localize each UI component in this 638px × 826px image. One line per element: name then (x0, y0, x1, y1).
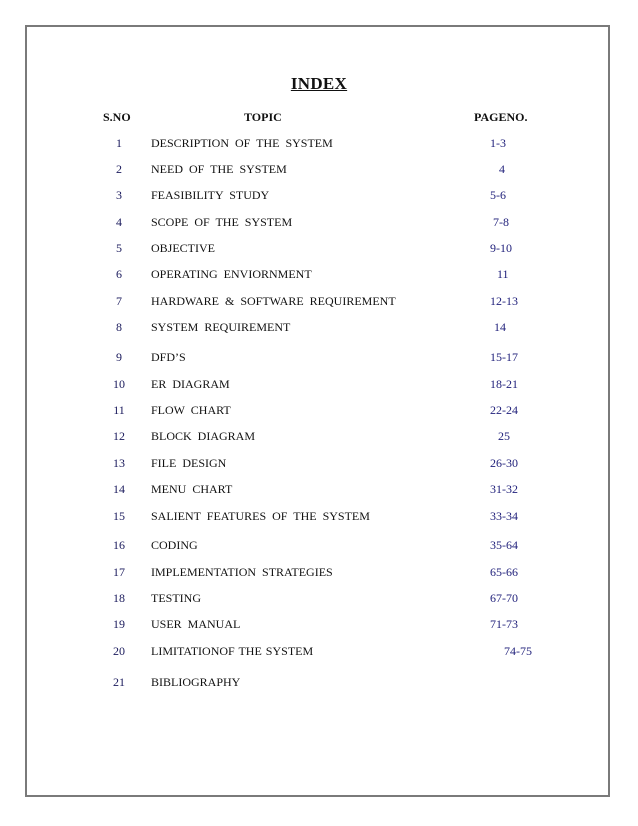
index-row (0, 482, 638, 498)
row-page: 9-10 (490, 241, 512, 255)
row-topic: SALIENT FEATURES OF THE SYSTEM (151, 509, 370, 523)
row-page: 33-34 (490, 509, 518, 523)
row-topic: USER MANUAL (151, 617, 241, 631)
row-sno: 4 (116, 215, 122, 229)
index-row (0, 591, 638, 607)
row-sno: 10 (113, 377, 125, 391)
row-sno: 19 (113, 617, 125, 631)
row-topic: OPERATING ENVIORNMENT (151, 267, 312, 281)
row-page: 5-6 (490, 188, 506, 202)
row-sno: 6 (116, 267, 122, 281)
row-topic: OBJECTIVE (151, 241, 215, 255)
row-sno: 14 (113, 482, 125, 496)
row-page: 7-8 (493, 215, 509, 229)
row-page: 26-30 (490, 456, 518, 470)
row-topic: IMPLEMENTATION STRATEGIES (151, 565, 333, 579)
index-row (0, 617, 638, 633)
row-page: 65-66 (490, 565, 518, 579)
index-row (0, 377, 638, 393)
row-page: 31-32 (490, 482, 518, 496)
row-page: 35-64 (490, 538, 518, 552)
row-page: 12-13 (490, 294, 518, 308)
row-sno: 16 (113, 538, 125, 552)
index-row (0, 188, 638, 204)
row-page: 15-17 (490, 350, 518, 364)
index-row (0, 350, 638, 366)
row-page: 71-73 (490, 617, 518, 631)
row-sno: 5 (116, 241, 122, 255)
row-page: 14 (494, 320, 506, 334)
row-sno: 11 (113, 403, 125, 417)
column-header-topic: TOPIC (244, 110, 282, 124)
row-topic: DFD’S (151, 350, 186, 364)
row-topic: BIBLIOGRAPHY (151, 675, 241, 689)
row-topic: HARDWARE & SOFTWARE REQUIREMENT (151, 294, 396, 308)
row-page: 11 (497, 267, 509, 281)
column-header-page: PAGENO. (474, 110, 528, 124)
index-row (0, 294, 638, 310)
row-page: 67-70 (490, 591, 518, 605)
index-title: INDEX (290, 74, 348, 93)
row-topic: DESCRIPTION OF THE SYSTEM (151, 136, 333, 150)
row-topic: FEASIBILITY STUDY (151, 188, 270, 202)
index-row (0, 136, 638, 152)
row-sno: 8 (116, 320, 122, 334)
row-topic: SCOPE OF THE SYSTEM (151, 215, 293, 229)
row-sno: 1 (116, 136, 122, 150)
row-topic: ER DIAGRAM (151, 377, 230, 391)
row-topic: SYSTEM REQUIREMENT (151, 320, 291, 334)
index-row (0, 215, 638, 231)
row-topic: TESTING (151, 591, 201, 605)
row-topic: LIMITATIONOF THE SYSTEM (151, 644, 314, 658)
index-row (0, 403, 638, 419)
index-row (0, 429, 638, 445)
row-page: 18-21 (490, 377, 518, 391)
row-page: 1-3 (490, 136, 506, 150)
row-sno: 17 (113, 565, 125, 579)
row-sno: 13 (113, 456, 125, 470)
row-sno: 7 (116, 294, 122, 308)
row-page: 22-24 (490, 403, 518, 417)
column-header-sno: S.NO (103, 110, 131, 124)
row-topic: BLOCK DIAGRAM (151, 429, 256, 443)
row-sno: 20 (113, 644, 125, 658)
index-row (0, 241, 638, 257)
row-topic: FILE DESIGN (151, 456, 227, 470)
index-row (0, 320, 638, 336)
index-row (0, 644, 638, 660)
row-page: 4 (499, 162, 505, 176)
row-topic: CODING (151, 538, 198, 552)
row-sno: 15 (113, 509, 125, 523)
row-page: 25 (498, 429, 510, 443)
row-sno: 2 (116, 162, 122, 176)
index-row (0, 675, 638, 691)
row-sno: 3 (116, 188, 122, 202)
row-sno: 9 (116, 350, 122, 364)
row-topic: FLOW CHART (151, 403, 231, 417)
index-row (0, 538, 638, 554)
row-topic: MENU CHART (151, 482, 233, 496)
row-sno: 12 (113, 429, 125, 443)
row-topic: NEED OF THE SYSTEM (151, 162, 287, 176)
index-row (0, 509, 638, 525)
row-sno: 18 (113, 591, 125, 605)
index-row (0, 267, 638, 283)
index-row (0, 456, 638, 472)
row-page: 74-75 (504, 644, 532, 658)
index-row (0, 162, 638, 178)
row-sno: 21 (113, 675, 125, 689)
index-row (0, 565, 638, 581)
